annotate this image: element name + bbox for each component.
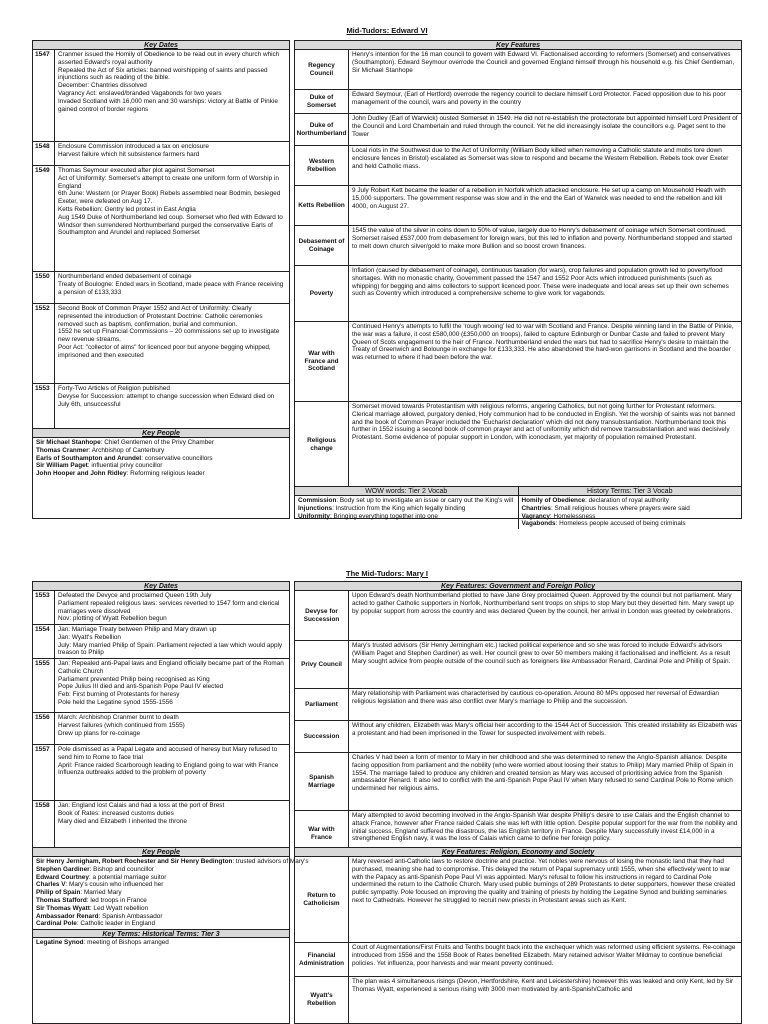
date-row: [33, 591, 289, 625]
feature-text: John Dudley (Earl of Warwick) ousted Somerset in 1549. He did not re-establish the protectorate but appointed himself Lord President of the Council and Lord Chamberlain and ruled through the council. Yet he did increasingly isolate the councillors e.g. Paget sent to the Tower: [352, 115, 738, 138]
mary-features2-heading: Key Features: Religion, Economy and Society: [295, 848, 741, 857]
feature-row: [295, 402, 741, 488]
date-row: [33, 713, 289, 745]
feature-text: 9 July Robert Kett became the leader of a rebellion in Norfolk which attacked enclosure. He set up a camp on Mousehold Heath with 15,000 supporters. The government response was slow and in the end the Earl of Warwick was needed to end the rebellion and kill 4000, on August 27.: [352, 187, 726, 210]
date-entry: December: Chantries dissolved: [58, 82, 147, 90]
feature-label: Duke of Northumberland: [295, 114, 349, 145]
feature-row: [295, 689, 741, 721]
date-entry: Influenza outbreaks added to the problem of poverty: [58, 769, 206, 777]
feature-row: [295, 226, 741, 266]
feature-row: [295, 977, 741, 1023]
date-entry: Poor Act: "collector of alms" for licenced poor but anyone begging whipped, imprisoned and then executed: [58, 343, 271, 359]
list-item: Charles V: Mary's cousin who influenced her: [36, 881, 164, 889]
edward-key-dates: [32, 40, 290, 429]
vocab-heading: WOW words: Tier 2 Vocab: [295, 487, 519, 495]
date-entry: Defeated the Devyce and proclaimed Queen 19th July: [58, 592, 212, 599]
mary-terms-heading: Key Terms: Historical Terms: Tier 3: [33, 929, 289, 938]
mary-title: The Mid-Tudors: Mary I: [346, 569, 428, 578]
list-item: Cardinal Pole: Catholic leader in England: [36, 920, 156, 928]
list-item: Uniformity: Bringing everything together into one: [298, 512, 438, 520]
list-item: Sir William Paget: influential privy councillor: [36, 462, 163, 470]
date-entry: Mary died and Elizabeth I inherited the throne: [58, 817, 187, 825]
date-row: [33, 142, 289, 166]
feature-row: [295, 186, 741, 226]
date-entry: Aug 1549 Duke of Northumberland led coup. Somerset who fled with Edward to Windsor then surrendered Northumberland purged the conservative Earls of Southampton and Arundel and replaced Somerset: [58, 213, 283, 237]
date-row: [33, 625, 289, 659]
edward-title: Mid-Tudors: Edward VI: [346, 26, 428, 35]
date-entry: Jan: England lost Calais and had a loss at the port of Brest: [58, 802, 225, 809]
feature-text: 1545 the value of the silver in coins down to 50% of value, largely due to Henry's debasement of coinage which Somerset continued. Somerset raised £537,000 from debasement for foreign wars, but this led to inflation and poverty. Northumberland stopped and started to melt down church silver/gold to make more Bullion and so boost crown finances.: [352, 227, 732, 250]
edward-page: [32, 0, 742, 528]
year-label: 1553: [33, 591, 55, 624]
list-item: Vagrancy: Homelessness: [521, 512, 596, 520]
list-item: Stephen Gardiner: Bishop and councillor: [36, 865, 154, 873]
feature-text: Somerset moved towards Protestantism with religious reforms, angering Catholics, but not going further for Protestant reformers. Clerical marriage allowed, purgatory denied, Holy communion had to be conducted in English. Yet the worship of saints was not banned and the book of Common Prayer included the 'Eucharist declaration' which did not deny transubstantiation. Northumberland took this further in 1552 issuing a second book of common prayer and act of uniformity which did remove transubstantiation and was decisively Protestant. Some evidence of popular support in London, with iconoclasm, yet majority of population remained Protestant.: [352, 403, 735, 442]
date-entry: Book of Rates: increased customs duties: [58, 809, 174, 817]
date-entry: July: Mary married Philip of Spain: Parliament rejected a law which would apply treason to Philip: [58, 641, 283, 657]
year-label: 1548: [33, 142, 55, 165]
feature-label: Spanish Marriage: [295, 753, 349, 810]
feature-row: [295, 943, 741, 977]
date-entry: Nov: plotting of Wyatt Rebellion begun: [58, 615, 167, 623]
mary-key-dates: [32, 581, 290, 848]
date-entry: Pole held the Legatine synod 1555-1556: [58, 698, 173, 706]
feature-text: Mary relationship with Parliament was characterised by cautious co-operation. Around 80 MPs opposed her reversal of Edwardian religious legislation and there was also conflict over Mary's marriage to Philip and the succession.: [352, 690, 719, 705]
feature-row: [295, 146, 741, 186]
feature-text: Charles V had been a form of mentor to Mary in her childhood and she was determined to renew the Anglo-Spanish alliance. Despite facing opposition from parliament and the nobility (who were worried about loosing their status to Philip) Mary married Philip of Spain in 1554. The marriage failed to produce any children and created tension as Mary was accused of prioritising advice from the Spanish ambassador Renard. It also led to conflict with the anti-Spanish Pope Paul IV when Mary refused to send Cardinal Pole to Rome which undermined her religious aims.: [352, 754, 734, 793]
feature-label: Ketts Rebellion: [295, 186, 349, 225]
date-entry: Thomas Seymour executed after plot against Somerset: [58, 167, 215, 174]
feature-row: [295, 721, 741, 753]
year-label: 1556: [33, 713, 55, 744]
list-item: Chantries: Small religious houses where prayers were said: [521, 504, 690, 512]
date-entry: Forty-Two Articles of Religion published: [58, 385, 170, 392]
feature-label: War with France and Scotland: [295, 322, 349, 401]
feature-text: Henry's intention for the 16 man council to govern with Edward VI. Factionalised according to reformers (Somerset) and conservatives (Southampton). Edward Seymour overrode the Council and governed England himself through his household e.g. his Chief Gentleman, Sir Michael Stanhope: [352, 51, 735, 74]
feature-label: Privy Council: [295, 641, 349, 688]
feature-text: Mary attempted to avoid becoming involved in the Anglo-Spanish War despite Phillip's desire to use Calais and the English channel to attack France, however after France raided Calais she was left with little option. Despite popular support for the war from the nobility and initial success, England suffered the disastrous, the las English territory in France. Despite Mary successfully invest £14,000 in a strengthened English navy, it was the loss of Calais which came to define her foreign policy.: [352, 812, 738, 843]
date-entry: Harvest failures (which continued from 1555): [58, 721, 185, 729]
feature-label: Succession: [295, 721, 349, 752]
date-entry: March: Archbishop Cranmer burnt to death: [58, 714, 179, 721]
feature-text: Edward Seymour, (Earl of Hertford) overrode the regency council to declare himself Lord Protector. Faced opposition due to his poor management of the council, wars and poverty in the country: [352, 91, 726, 106]
feature-label: Religious change: [295, 402, 349, 488]
list-item: Legatine Synod: meeting of Bishops arranged: [36, 939, 169, 947]
year-label: 1554: [33, 625, 55, 658]
date-entry: Parliament repealed religious laws: services reverted to 1547 form and clerical marriages were dissolved: [58, 599, 280, 615]
date-entry: Pope Julius III died and anti-Spanish Pope Paul IV elected: [58, 683, 224, 691]
date-row: [33, 166, 289, 272]
date-entry: Jan: Marriage Treaty between Philip and Mary drawn up: [58, 626, 217, 633]
feature-row: [295, 114, 741, 146]
date-entry: Pole dismissed as a Papal Legate and accused of heresy but Mary refused to send him to Rome to face trial: [58, 746, 278, 761]
feature-text: Court of Augmentations/First Fruits and Tenths bought back into the exchequer which was reformed using efficient systems. Re-coinage introduced from 1556 and the 1558 Book of Rates benefited Elizabeth. Mary retained advisor Walter Mildmay to continue beneficial policies. Yet influenza, poor harvests and war meant poverty continued.: [352, 944, 736, 967]
list-item: Homily of Obedience: declaration of royal authority: [521, 497, 669, 504]
feature-row: [295, 591, 741, 641]
date-entry: Enclosure Commission introduced a tax on enclosure: [58, 143, 209, 150]
year-label: 1550: [33, 272, 55, 303]
list-item: Sir Henry Jernigham, Robert Rochester and Sir Henry Bedington: trusted advisors of Mary's: [36, 858, 309, 865]
feature-text: The plan was 4 simultaneous risings (Devon, Hertfordshire, Kent and Leicestershire) however this was leaked and only Kent, led by Sir Thomas Wyatt, experienced a serious rising with 3000 men motivated by anti-Spanish/Catholic and: [352, 978, 734, 993]
history-heading: History Terms: Tier 3 Vocab: [587, 488, 673, 495]
mary-features-heading: Key Features: Government and Foreign Policy: [295, 582, 741, 591]
date-entry: Feb: First burning of Protestants for heresy: [58, 691, 180, 699]
edward-people-heading: Key People: [33, 429, 289, 438]
feature-label: Duke of Somerset: [295, 90, 349, 113]
mary-page: [32, 566, 742, 1024]
edward-dates-heading: Key Dates: [33, 41, 289, 50]
list-item: John Hooper and John Ridley: Reforming religious leader: [36, 470, 205, 478]
feature-label: War with France: [295, 811, 349, 857]
year-label: 1552: [33, 304, 55, 383]
feature-row: [295, 90, 741, 114]
feature-row: [295, 753, 741, 811]
date-entry: Repealed the Act of Six articles: banned worshipping of saints and passed injunctions such as reading of the bible.: [58, 66, 268, 82]
list-item: Injunctions: Instruction from the King which legally binding: [298, 504, 466, 512]
feature-text: Local riots in the Southwest due to the Act of Uniformity (William Body killed when removing a Catholic statute and mobs tore down enclosure fences in Bristol) escalated as Somerset was slow to respond and became the Western Rebellion. Rebels took over Exeter and held Catholic mass.: [352, 147, 729, 170]
feature-text: Without any children, Elizabeth was Mary's official heir according to the 1544 Act of Succession. This created instability as Elizabeth was a protestant and had been imprisoned in the Tower for suspected involvement with rebels.: [352, 722, 738, 737]
date-entry: Vagrancy Act: enslaved/branded Vagabonds for two years: [58, 89, 222, 97]
feature-text: Mary's trusted advisors (Sir Henry Jerningham etc.) lacked political experience and so she was forced to include Edward's advisors (William Paget and Stephen Gardiner) as well. Her council grew to over 50 members making it factionalised and inefficient. As a result Mary sought advice from people outside of the council such as foreigners like Ambassador Renard, Cardinal Pole and Phillip of Spain.: [352, 642, 731, 665]
feature-label: Devyse for Succession: [295, 591, 349, 640]
mary-key-people: [32, 848, 309, 1024]
date-row: [33, 304, 289, 384]
date-entry: Ketts Rebellion: Gentry led protest in East Anglia: [58, 205, 196, 213]
edward-features-heading: Key Features: [295, 41, 741, 50]
date-entry: Northumberland ended debasement of coinage: [58, 273, 192, 280]
list-item: Ambassador Renard: Spanish Ambassador: [36, 912, 163, 920]
date-row: [33, 745, 289, 801]
feature-label: Western Rebellion: [295, 146, 349, 185]
feature-text: Continued Henry's attempts to fulfil the 'rough wooing' led to war with Scotland and France. Despite winning land in the Battle of Pinkie, the war was a failure, it cost £580,000 (£350,000 on troops), failed to capture Edinburgh or Dunbar Caste and failed to prevent Mary Queen of Scots engagement to the heir of France. Northumberland ended the wars but had to sacrifice Henry's desire to maintain the Treaty of Greenwich and Bolounge in exchange for £133,333. He also abandoned the hard-won garrisons in Scotland and the boarder was returned to where it had been before the war.: [352, 323, 734, 362]
list-item: Sir Michael Stanhope: Chief Gentlemen of the Privy Chamber: [36, 439, 214, 446]
feature-label: Parliament: [295, 689, 349, 720]
date-entry: Devyse for Succession: attempt to change succession when Edward died on July 6th, unsuccessful: [58, 392, 275, 408]
edward-key-people: [32, 429, 290, 519]
date-entry: Harvest failure which hit subsistence farmers hard: [58, 150, 200, 158]
mary-people-heading: Key People: [33, 848, 289, 857]
mary-features-religion: [294, 848, 742, 1024]
year-label: 1553: [33, 384, 55, 428]
year-label: 1555: [33, 659, 55, 712]
list-item: Thomas Stafford: led troops in France: [36, 896, 147, 904]
year-label: 1557: [33, 745, 55, 800]
list-item: Commission: Body set up to investigate an issue or carry out the King's will: [298, 497, 514, 504]
year-label: 1547: [33, 50, 55, 141]
feature-text: Upon Edward's death Northumberland plotted to have Jane Grey proclaimed Queen. Approved by the council but not parliament. Mary acted to gather Catholic supporters in Norfolk, Northumberland sent troops on ships to stop Mary but they deserted him. Mary swept up by popular support from across the country and was declared Queen by the council, her arrival in London was greeted by celebrations.: [352, 592, 734, 615]
date-entry: Act of Uniformity: Somerset's attempt to create one uniform form of Worship in England: [58, 174, 279, 190]
feature-label: Debasement of Coinage: [295, 226, 349, 265]
year-label: 1558: [33, 801, 55, 847]
feature-row: [295, 50, 741, 90]
feature-text: Inflation (caused by debasement of coinage), continuous taxation (for wars), crop failures and population growth led to poverty/food shortages. With no monastic charity, Government passed the 1547 and 1552 Poor Acts which introduced punishments (such as whipping) for begging and alms collectors to support licenced poor. These were inadequate and local areas set up their own schemes such as Coventry which introduced a comprehensive scheme to give work for vagabonds.: [352, 267, 729, 298]
feature-row: [295, 641, 741, 689]
date-entry: Jan: Repealed anti-Papal laws and England officially became part of the Roman Catholic Church: [58, 660, 284, 675]
feature-text: Mary reversed anti-Catholic laws to restore doctrine and practice. Yet nobles were nervous of losing the monastic land that they had purchased, meaning she had to compromise. This delayed the return of Papal supremacy until 1555, when she effectively went to war with the Papacy as anti-Spanish Pope Paul VI was appointed. Mary's refusal to follow his instructions in regard to Cardinal Pole undermined the return to the Catholic Church. Mary used public burnings of 289 Protestants to deter supporters, however these created public sympathy. Pole focused on improving the quality and training of priests by holding the Legatine Synod and building seminaries next to Cathedrals. However he struggled to recruit new priests in Protestant areas such as Kent.: [352, 858, 736, 904]
edward-vocab: [294, 487, 742, 528]
feature-label: Return to Catholicism: [295, 857, 349, 942]
edward-key-features: [294, 40, 742, 487]
date-entry: Parliament prevented Philip being recognised as King: [58, 675, 210, 683]
list-item: Earls of Southampton and Arundel: conservative councillors: [36, 454, 213, 462]
list-item: Thomas Cranmer: Archbishop of Canterbury: [36, 446, 165, 454]
date-entry: Invaded Scotland with 16,000 men and 30 warships: victory at Battle of Pinkie gained control of border regions: [58, 97, 278, 113]
date-entry: Drew up plans for re-coinage: [58, 729, 141, 737]
feature-label: Poverty: [295, 266, 349, 321]
list-item: Vagabonds: Homeless people accused of being criminals: [521, 520, 686, 528]
date-entry: Jan: Wyatt's Rebellion: [58, 633, 121, 641]
feature-row: [295, 322, 741, 402]
date-entry: 1552 he set up Financial Commissions – 20 commissions set up to investigate new revenue streams.: [58, 328, 280, 344]
date-row: [33, 50, 289, 142]
date-entry: Cranmer issued the Homily of Obedience to be read out in every church which asserted Edward's royal authority: [58, 51, 280, 66]
date-row: [33, 272, 289, 304]
list-item: Sir Thomas Wyatt: Led Wyatt rebellion: [36, 904, 149, 912]
feature-row: [295, 266, 741, 322]
date-row: [33, 801, 289, 847]
date-entry: Treaty of Boulogne: Ended wars in Scotland, made peace with France receiving a pension of £133,333: [58, 280, 284, 296]
date-entry: April: France raided Scarborough leading to England going to war with France: [58, 761, 279, 769]
feature-label: Regency Council: [295, 50, 349, 89]
mary-dates-heading: Key Dates: [33, 582, 289, 591]
feature-label: Wyatt's Rebellion: [295, 977, 349, 1023]
list-item: Edward Courtney: a potential marriage suitor: [36, 873, 167, 881]
date-entry: Second Book of Common Prayer 1552 and Act of Uniformity: Clearly represented the introduction of Protestant Doctrine: Catholic ceremonies removed such as baptism, confirmation, burial and communion.: [58, 305, 263, 328]
mary-key-features: [294, 581, 742, 848]
list-item: Philip of Spain: Married Mary: [36, 889, 122, 897]
date-row: [33, 384, 289, 428]
date-row: [33, 659, 289, 713]
feature-label: Financial Administration: [295, 943, 349, 976]
feature-row: [295, 857, 741, 943]
year-label: 1549: [33, 166, 55, 271]
date-entry: 6th June: Western (or Prayer Book) Rebels assembled near Bodmin, besieged Exeter, were defeated on Aug 17.: [58, 190, 281, 206]
